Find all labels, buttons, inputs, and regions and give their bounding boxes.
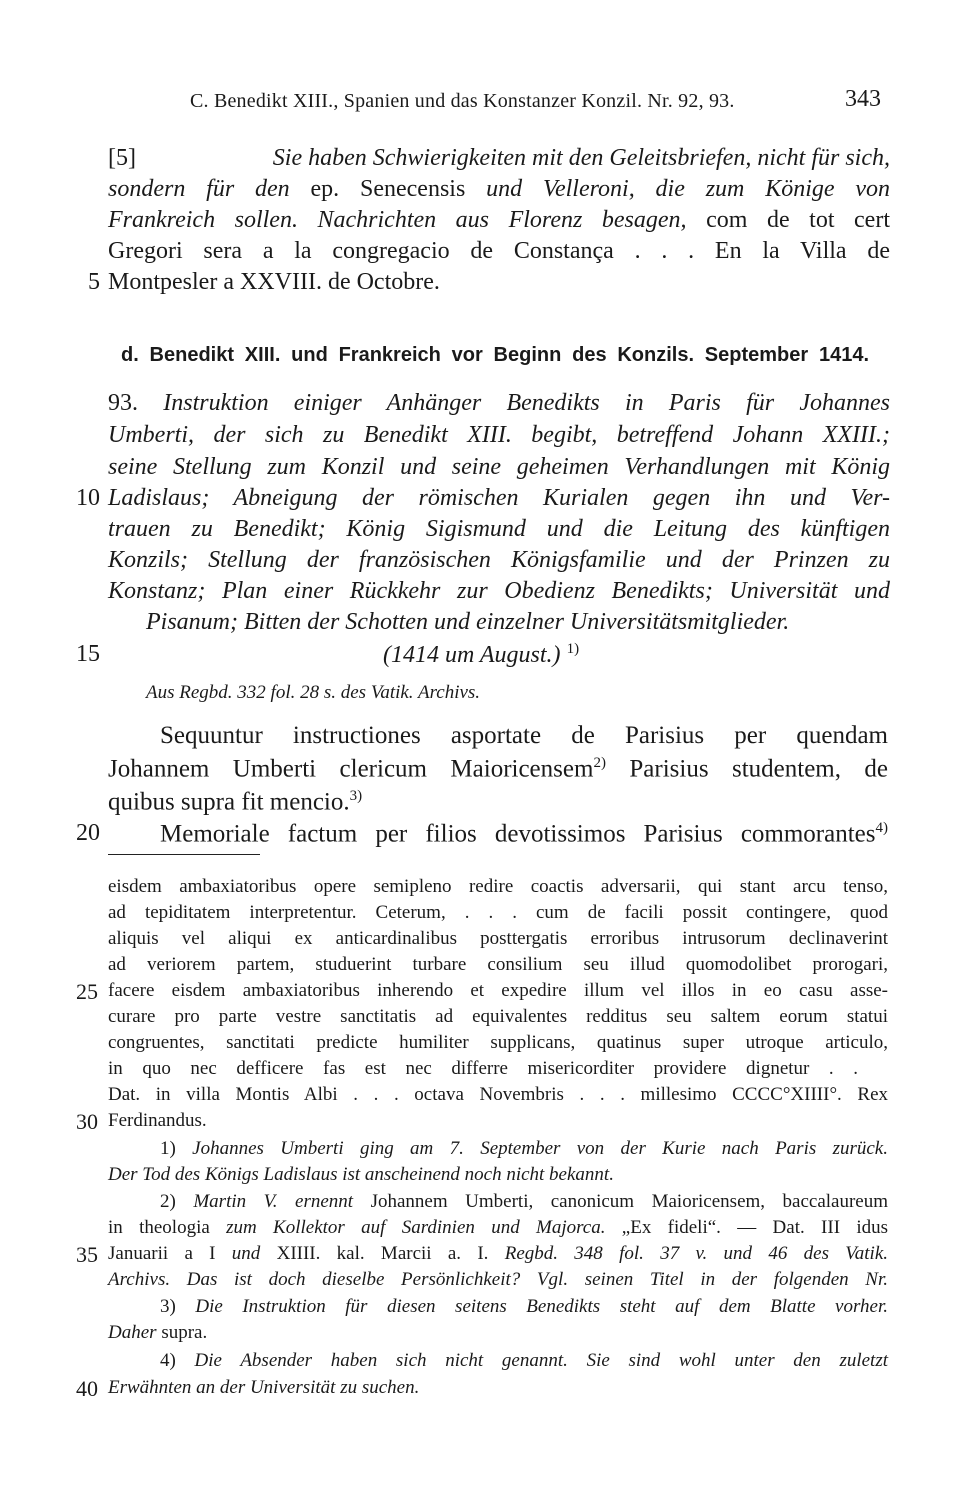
doc93-line-4 [108,485,890,512]
line-number-30: 30 [76,1109,98,1134]
doc93-date-text: (1414 um August.) [383,642,561,668]
footnote-4-mark: 4) [160,1350,176,1371]
doc93-l4-it: Ladislaus; Abneigung der römischen Kurialen gegen ihn und Ver- [108,485,890,511]
separator-rule [108,854,260,855]
doc93-l7-it: Konstanz; Plan einer Rückkehr zur Obedienz Benedikts; Universität und [108,578,890,604]
text-l3-a: quibus supra fit mencio. [108,788,350,816]
doc93-l5-it: trauen zu Benedikt; König Sigismund und die Leitung des künftigen [108,516,890,542]
quote-line-1: eisdem ambaxiatoribus opere semipleno redire coactis adversarii, qui stant arcu tenso, [108,876,888,897]
f3-l1-it: Die Instruktion für diesen seitens Benedikts steht auf dem Blatte vorher. [195,1296,889,1317]
doc93-l3-it: seine Stellung zum Konzil und seine geheimen Verhandlungen mit König [108,454,890,480]
footnote-2-mark: 2) [160,1191,176,1212]
f3-l2-it: Daher [108,1322,157,1343]
f2-l1-it: Martin V. ernennt [193,1191,354,1212]
text-l2-b: Parisius studentem, de [629,755,889,783]
doc93-line-6 [108,547,890,574]
f2-l3-it1: und [231,1243,261,1264]
doc93-l6-it: Konzils; Stellung der französischen Königsfamilie und der Prinzen zu [108,547,890,573]
block1-line-5: Montpesler a XXVIII. de Octobre. [108,269,440,295]
f1-l1-it: Johannes Umberti ging am 7. September von der Kurie nach Paris zurück. [192,1138,888,1159]
block1-line-2 [108,176,890,203]
doc93-source [146,682,480,704]
footnote-ref-3: 3) [349,788,363,804]
footnote-1-mark: 1) [160,1138,176,1159]
footnote-ref-2: 2) [593,755,606,771]
doc93-date [383,641,579,669]
f2-l2-rom1: in theologia [108,1217,210,1238]
footnote-ref-4: 4) [875,820,888,836]
f2-l3-rom1: Januarii a I [108,1243,216,1264]
doc93-source-text: Aus Regbd. 332 fol. 28 s. des Vatik. Archivs. [146,682,481,703]
doc93-line-7 [108,578,890,605]
footnote-2-line-3 [108,1243,888,1265]
f2-l3-rom2: XIIII. kal. Marcii a. I. [276,1243,489,1264]
quote-line-7: congruentes, sanctitati predicte humiliter supplicans, quatinus super utroque articulo, [108,1032,888,1053]
footnote-4-line-2 [108,1377,419,1399]
footnote-2-line-2 [108,1217,888,1239]
quote-line-8: in quo nec defficere fas est nec differre misericorditer providere dignetur . . [108,1058,858,1079]
line-number-20: 20 [76,820,100,846]
quote-line-6: curare pro parte vestre sanctitatis ad equivalentes redditus seu saltem eorum statui [108,1006,888,1027]
quote-line-10: Ferdinandus. [108,1110,207,1131]
f4-l2-it: Erwähnten an der Universität zu suchen. [108,1377,420,1398]
block1-l2-it2: und Velleroni, die zum Könige von [486,176,891,202]
line-number-25: 25 [76,979,98,1004]
doc93-l2-it: Umberti, der sich zu Benedikt XIII. begibt, betreffend Johann XXIII.; [108,422,890,448]
block1-l2-it1: sondern für den [108,176,290,202]
doc93-line-2 [108,422,890,449]
footnote-3-line-2 [108,1322,207,1344]
block1-l3-it: Frankreich sollen. Nachrichten aus Florenz besagen, [108,207,687,233]
quote-line-5: facere eisdem ambaxiatoribus inherendo et expedire illum vel illos in eo casu asse- [108,980,888,1001]
footnote-2-line-4 [108,1269,888,1291]
line-number-40: 40 [76,1376,98,1401]
f2-l3-it2: Regbd. 348 fol. 37 v. und 46 des Vatik. [504,1243,889,1264]
quote-line-4: ad veriorem partem, studuerint turbare consilium seu illud quomodolibet prorogari, [108,954,888,975]
page-number: 343 [845,86,881,112]
doc93-line-8 [146,609,789,636]
f2-l2-it: zum Kollektor auf Sardinien und Majorca. [226,1217,606,1238]
footnote-3-line-1 [160,1296,888,1318]
text-line-2 [108,755,888,783]
footnote-1-line-1 [160,1138,888,1160]
footnote-2-line-1 [160,1191,888,1213]
f2-l1-rom: Johannem Umberti, canonicum Maioricensem, baccalaureum [370,1191,889,1212]
section-heading: d. Benedikt XIII. und Frankreich vor Beginn des Konzils. September 1414. [121,344,869,366]
footnote-1-line-2 [108,1164,614,1186]
quote-line-9: Dat. in villa Montis Albi . . . octava Novembris . . . millesimo CCCC°XIIII°. Rex [108,1084,888,1105]
block1-line-3 [108,207,890,234]
text-l4-a: Memoriale factum per filios devotissimos Parisius commorantes [160,820,876,848]
quote-line-2: ad tepiditatem interpretentur. Ceterum, . . . cum de facili possit contingere, quod [108,902,888,923]
line-number-10: 10 [76,485,100,511]
line-number-5: 5 [88,269,100,295]
block1-line-1-text: Sie haben Schwierigkeiten mit den Geleitsbriefen, nicht für sich, [272,145,890,171]
footnote-3-mark: 3) [160,1296,176,1317]
running-head: C. Benedikt XIII., Spanien und das Konstanzer Konzil. Nr. 92, 93. [190,90,735,112]
text-l2-a: Johannem Umberti clericum Maioricensem [108,755,594,783]
block1-l3-rom: com de tot cert [706,207,890,233]
f2-l4-it: Archivs. Das ist doch dieselbe Persönlichkeit? Vgl. seinen Titel in der folgenden Nr. [108,1269,888,1290]
f3-l2-rom: supra. [161,1322,208,1343]
f2-l2-rom2: „Ex fideli“. — Dat. III idus [621,1217,889,1238]
doc93-l8-it: Pisanum; Bitten der Schotten und einzelner Universitätsmitglieder. [146,609,790,635]
doc93-line-1 [108,390,890,417]
line-number-35: 35 [76,1242,98,1267]
bracket-number: [5] [108,145,136,171]
doc-number: 93. [108,390,138,416]
doc93-line-3 [108,454,890,481]
text-line-3 [108,788,362,816]
doc93-line-5 [108,516,890,543]
f4-l1-it: Die Absender haben sich nicht genannt. Sie sind wohl unter den zuletzt [194,1350,888,1371]
text-line-4 [160,820,888,848]
doc93-l1-it: Instruktion einiger Anhänger Benedikts in Paris für Johannes [163,390,890,416]
block1-line-1 [108,145,890,172]
block1-line-4: Gregori sera a la congregacio de Constança . . . En la Villa de [108,238,890,264]
f1-l2-it: Der Tod des Königs Ladislaus ist anscheinend noch nicht bekannt. [108,1164,614,1185]
text-line-1: Sequuntur instructiones asportate de Parisius per quendam [160,722,888,749]
quote-line-3: aliquis vel aliqui ex anticardinalibus posttergatis erroribus intrusorum declinaverint [108,928,888,949]
footnote-ref-1: 1) [566,641,580,657]
block1-l2-rom1: ep. Senecensis [310,176,466,202]
footnote-4-line-1 [160,1350,888,1372]
line-number-15: 15 [76,641,100,667]
